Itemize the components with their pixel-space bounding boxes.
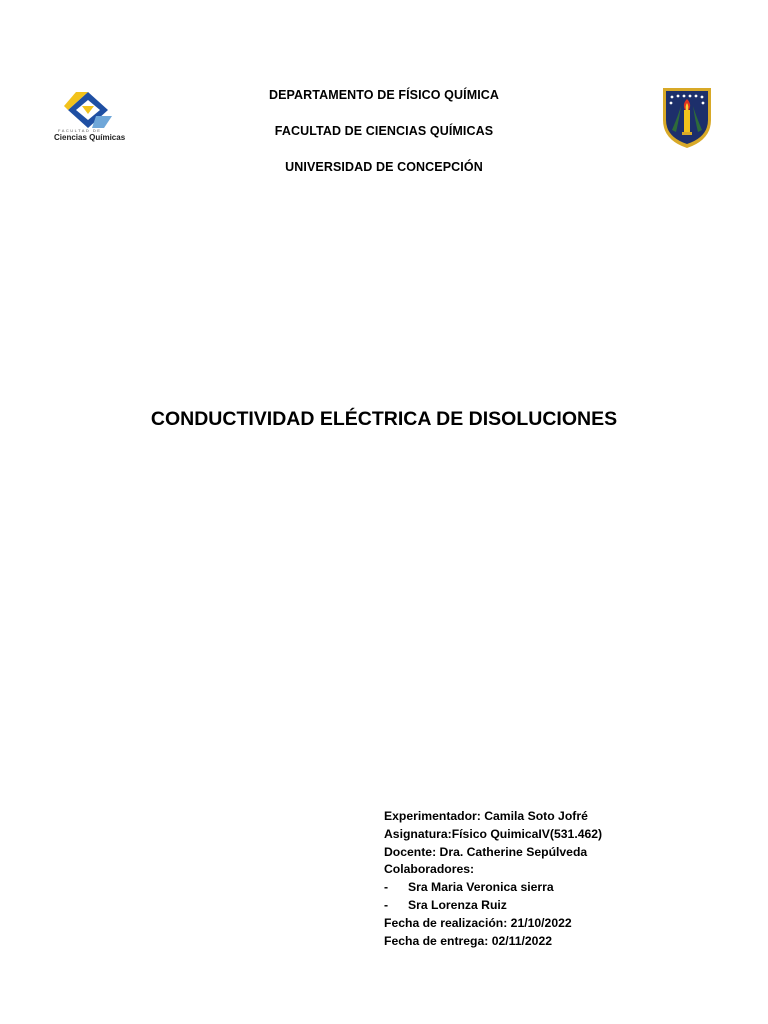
university-shield-logo — [660, 86, 714, 150]
list-item — [384, 897, 602, 915]
collaborator-name: Sra Lorenza Ruiz — [408, 897, 507, 912]
collaborators-label: Colaboradores: — [384, 862, 475, 877]
bullet-dash: - — [384, 897, 389, 912]
university-shield-icon — [660, 86, 714, 150]
university-heading: UNIVERSIDAD DE CONCEPCIÓN — [285, 160, 483, 174]
report-title: CONDUCTIVIDAD ELÉCTRICA DE DISOLUCIONES — [150, 408, 618, 430]
faculty-heading: FACULTAD DE CIENCIAS QUÍMICAS — [274, 124, 494, 138]
report-info-block — [384, 808, 602, 950]
department-heading: DEPARTAMENTO DE FÍSICO QUÍMICA — [268, 88, 500, 102]
date-delivery-line: Fecha de entrega: 02/11/2022 — [384, 933, 553, 948]
subject-line: Asignatura:Físico QuimicaIV(531.462) — [384, 826, 603, 841]
teacher-line: Docente: Dra. Catherine Sepúlveda — [384, 844, 588, 859]
date-done-line: Fecha de realización: 21/10/2022 — [384, 915, 572, 930]
faculty-logo-caption-small: FACULTAD DE — [58, 128, 102, 133]
experimenter-line: Experimentador: Camila Soto Jofré — [384, 809, 588, 823]
faculty-logo-caption: Ciencias Químicas — [54, 133, 126, 142]
collaborator-name: Sra Maria Veronica sierra — [408, 880, 554, 895]
list-item — [384, 879, 602, 897]
bullet-dash: - — [384, 880, 389, 895]
